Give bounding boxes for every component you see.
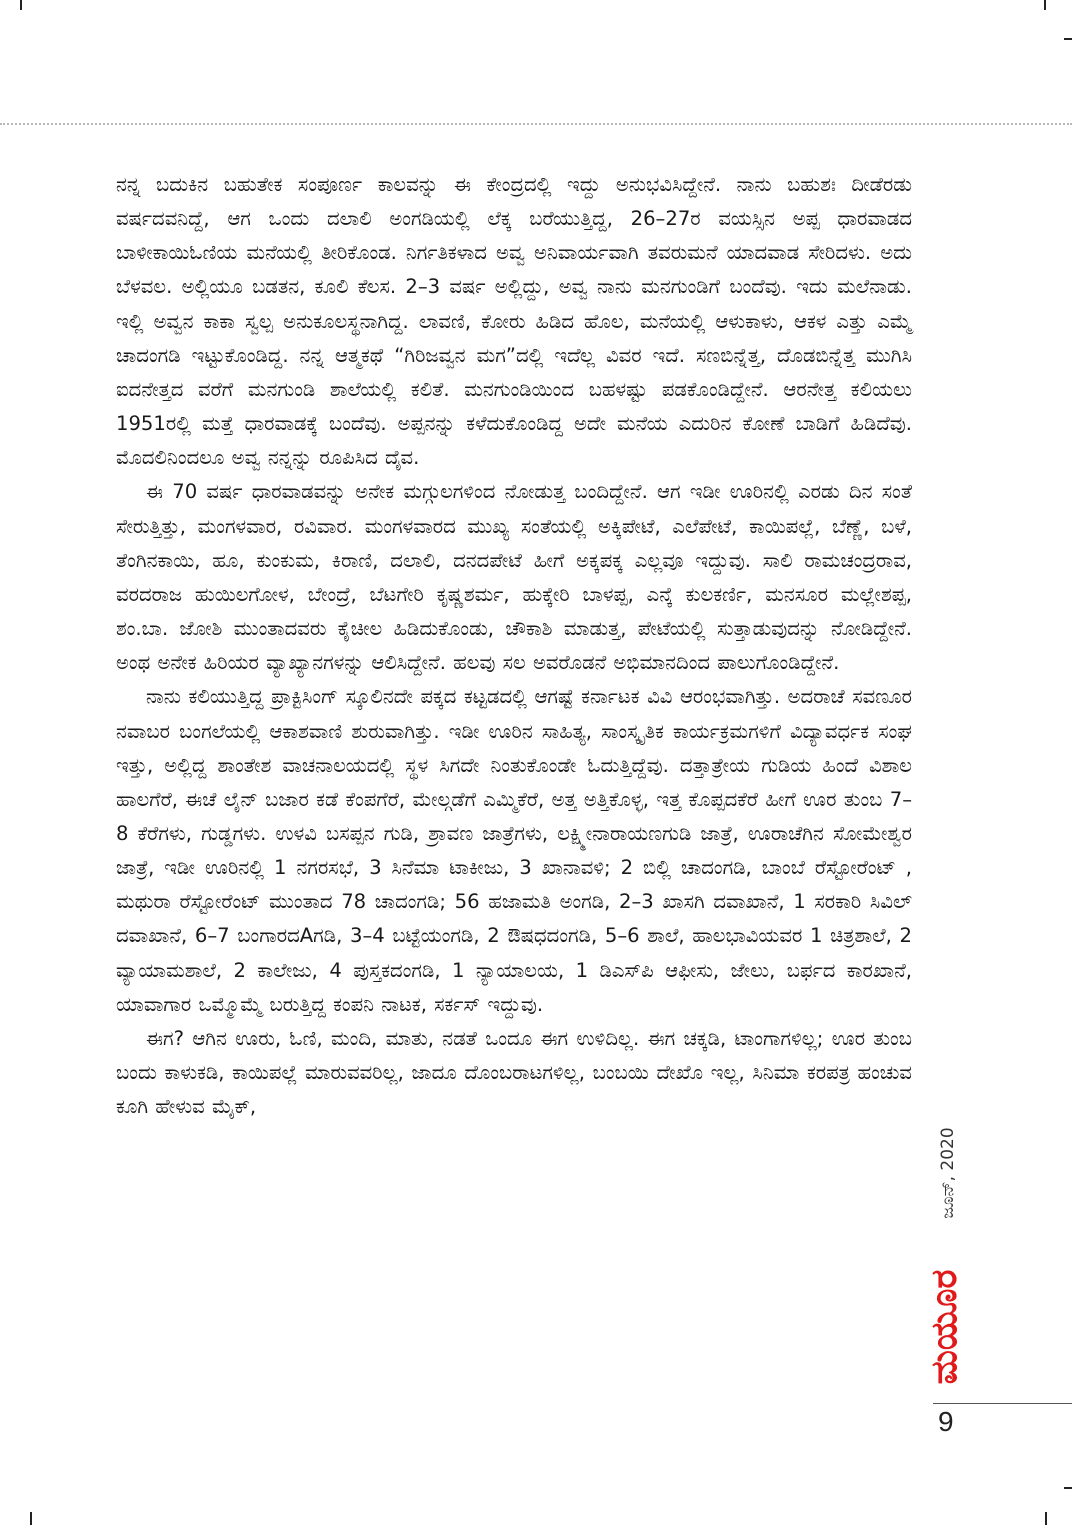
paragraph-2: ಈ 70 ವರ್ಷ ಧಾರವಾಡವನ್ನು ಅನೇಕ ಮಗ್ಗುಲಗಳಿಂದ ನೋಡುತ್ತ ಬಂದಿದ್ದೇನೆ. ಆಗ ಇಡೀ ಊರಿನಲ್ಲಿ ಎರಡು ದಿನ ಸಂತೆ ಸೇರುತ್ತಿತ್ತು, ಮಂಗಳವಾರ, ರವಿವಾರ. ಮಂಗಳವಾರದ ಮುಖ್ಯ ಸಂತೆಯಲ್ಲಿ ಅಕ್ಕಿಪೇಟೆ, ಎಲೆಪೇಟೆ, ಕಾಯಿಪಲ್ಲೆ, ಬೆಣ್ಣೆ, ಬಳೆ, ತೆಂಗಿನಕಾಯಿ, ಹೂ, ಕುಂಕುಮ, ಕಿರಾಣಿ, ದಲಾಲಿ, ದನದಪೇಟೆ ಹೀಗೆ ಅಕ್ಕಪಕ್ಕ ಎಲ್ಲವೂ ಇದ್ದುವು. ಸಾಲಿ ರಾಮಚಂದ್ರರಾವ, ವರದರಾಜ ಹುಯಿಲಗೋಳ, ಬೇಂದ್ರೆ, ಬೆಟಗೇರಿ ಕೃಷ್ಣಶರ್ಮ, ಹುಕ್ಕೇರಿ ಬಾಳಪ್ಪ, ಎನ್ಕೆ ಕುಲಕರ್ಣಿ, ಮನಸೂರ ಮಲ್ಲೇಶಪ್ಪ, ಶಂ.ಬಾ. ಜೋಶಿ ಮುಂತಾದವರು ಕೈಚೀಲ ಹಿಡಿದುಕೊಂಡು, ಚೌಕಾಶಿ ಮಾಡುತ್ತ, ಪೇಟೆಯಲ್ಲಿ ಸುತ್ತಾಡುವುದನ್ನು ನೋಡಿದ್ದೇನೆ. ಅಂಥ ಅನೇಕ ಹಿರಿಯರ ವ್ಯಾಖ್ಯಾನಗಳನ್ನು ಆಲಿಸಿದ್ದೇನೆ. ಹಲವು ಸಲ ಅವರೊಡನೆ ಅಭಿಮಾನದಿಂದ ಪಾಲುಗೊಂಡಿದ್ದೇನೆ. [116, 480, 912, 675]
crop-mark-right-bottom [1064, 1487, 1072, 1489]
paragraph-3: ನಾನು ಕಲಿಯುತ್ತಿದ್ದ ಪ್ರಾಕ್ಟಿಸಿಂಗ್ ಸ್ಕೂಲಿನದೇ ಪಕ್ಕದ ಕಟ್ಟಡದಲ್ಲಿ ಆಗಷ್ಟೆ ಕರ್ನಾಟಕ ವಿವಿ ಆರಂಭವಾಗಿತ್ತು. ಅದರಾಚೆ ಸವಣೂರ ನವಾಬರ ಬಂಗಲೆಯಲ್ಲಿ ಆಕಾಶವಾಣಿ ಶುರುವಾಗಿತ್ತು. ಇಡೀ ಊರಿನ ಸಾಹಿತ್ಯ, ಸಾಂಸ್ಕೃತಿಕ ಕಾರ್ಯಕ್ರಮಗಳಿಗೆ ವಿದ್ಯಾವರ್ಧಕ ಸಂಘ ಇತ್ತು, ಅಲ್ಲಿದ್ದ ಶಾಂತೇಶ ವಾಚನಾಲಯದಲ್ಲಿ ಸ್ಥಳ ಸಿಗದೇ ನಿಂತುಕೊಂಡೇ ಓದುತ್ತಿದ್ದೆವು. ದತ್ತಾತ್ರೇಯ ಗುಡಿಯ ಹಿಂದೆ ವಿಶಾಲ ಹಾಲಗೆರೆ, ಈಚೆ ಲೈನ್ ಬಜಾರ ಕಡೆ ಕೆಂಪಗೆರೆ, ಮೇಲ್ಗಡೆಗೆ ಎಮ್ಮಿಕೆರೆ, ಅತ್ತ ಅತ್ತಿಕೊಳ್ಳ, ಇತ್ತ ಕೊಪ್ಪದಕೆರೆ ಹೀಗೆ ಊರ ತುಂಬ 7–8 ಕೆರೆಗಳು, ಗುಡ್ಡಗಳು. ಉಳವಿ ಬಸಪ್ಪನ ಗುಡಿ, ಶ್ರಾವಣ ಜಾತ್ರೆಗಳು, ಲಕ್ಷ್ಮೀನಾರಾಯಣಗುಡಿ ಜಾತ್ರೆ, ಊರಾಚೆಗಿನ ಸೋಮೇಶ್ವರ ಜಾತ್ರೆ, ಇಡೀ ಊರಿನಲ್ಲಿ 1 ನಗರಸಭೆ, 3 ಸಿನೆಮಾ ಟಾಕೀಜು, 3 ಖಾನಾವಳಿ; 2 ಬಿಲ್ಲಿ ಚಾದಂಗಡಿ, ಬಾಂಬೆ ರೆಸ್ಟೋರೆಂಟ್ , ಮಥುರಾ ರೆಸ್ಟೋರೆಂಟ್ ಮುಂತಾದ 78 ಚಾದಂಗಡಿ; 56 ಹಜಾಮತಿ ಅಂಗಡಿ, 2–3 ಖಾಸಗಿ ದವಾಖಾನೆ, 1 ಸರಕಾರಿ ಸಿವಿಲ್ ದವಾಖಾನೆ, 6–7 ಬಂಗಾರದAಗಡಿ, 3–4 ಬಟ್ಟೆಯಂಗಡಿ, 2 ಔಷಧದಂಗಡಿ, 5–6 ಶಾಲೆ, ಹಾಲಭಾವಿಯವರ 1 ಚಿತ್ರಶಾಲೆ, 2 ವ್ಯಾಯಾಮಶಾಲೆ, 2 ಕಾಲೇಜು, 4 ಪುಸ್ತಕದಂಗಡಿ, 1 ನ್ಯಾಯಾಲಯ, 1 ಡಿಎಸ್‌ಪಿ ಆಫೀಸು, ಜೇಲು, ಬರ್ಫದ ಕಾರಖಾನೆ, ಯಾವಾಗಾರ ಒಮ್ಮೊಮ್ಮೆ ಬರುತ್ತಿದ್ದ ಕಂಪನಿ ನಾಟಕ, ಸರ್ಕಸ್ ಇದ್ದುವು. [116, 685, 912, 1016]
paragraph-4: ಈಗ? ಆಗಿನ ಊರು, ಓಣಿ, ಮಂದಿ, ಮಾತು, ನಡತೆ ಒಂದೂ ಈಗ ಉಳಿದಿಲ್ಲ. ಈಗ ಚಕ್ಕಡಿ, ಟಾಂಗಾಗಳಿಲ್ಲ; ಊರ ತುಂಬ ಬಂದು ಕಾಳುಕಡಿ, ಕಾಯಿಪಲ್ಲೆ ಮಾರುವವರಿಲ್ಲ, ಜಾದೂ ದೊಂಬರಾಟಗಳಿಲ್ಲ, ಬಂಬಯಿ ದೇಖೊ ಇಲ್ಲ, ಸಿನಿಮಾ ಕರಪತ್ರ ಹಂಚುವ ಕೂಗಿ ಹೇಳುವ ಮೈಕ್, [116, 1026, 912, 1119]
crop-mark-bottom-right [1045, 1512, 1047, 1525]
article-body [116, 168, 912, 1124]
page-number: 9 [938, 1406, 954, 1437]
page-number-rule [933, 1403, 1072, 1404]
header-dotted-divider [0, 123, 1072, 125]
paragraph-1: ನನ್ನ ಬದುಕಿನ ಬಹುತೇಕ ಸಂಪೂರ್ಣ ಕಾಲವನ್ನು ಈ ಕೇಂದ್ರದಲ್ಲಿ ಇದ್ದು ಅನುಭವಿಸಿದ್ದೇನೆ. ನಾನು ಬಹುಶಃ ದೀಡೆರಡು ವರ್ಷದವನಿದ್ದೆ, ಆಗ ಒಂದು ದಲಾಲಿ ಅಂಗಡಿಯಲ್ಲಿ ಲೆಕ್ಕ ಬರೆಯುತ್ತಿದ್ದ, 26–27ರ ವಯಸ್ಸಿನ ಅಪ್ಪ ಧಾರವಾಡದ ಬಾಳೀಕಾಯಿಓಣಿಯ ಮನೆಯಲ್ಲಿ ತೀರಿಕೊಂಡ. ನಿರ್ಗತಿಕಳಾದ ಅವ್ವ ಅನಿವಾರ್ಯವಾಗಿ ತವರುಮನೆ ಯಾದವಾಡ ಸೇರಿದಳು. ಅದು ಬೆಳವಲ. ಅಲ್ಲಿಯೂ ಬಡತನ, ಕೂಲಿ ಕೆಲಸ. 2–3 ವರ್ಷ ಅಲ್ಲಿದ್ದು, ಅವ್ವ ನಾನು ಮನಗುಂಡಿಗೆ ಬಂದೆವು. ಇದು ಮಲೆನಾಡು. ಇಲ್ಲಿ ಅವ್ವನ ಕಾಕಾ ಸ್ವಲ್ಪ ಅನುಕೂಲಸ್ಥನಾಗಿದ್ದ. ಲಾವಣಿ, ಕೋರು ಹಿಡಿದ ಹೊಲ, ಮನೆಯಲ್ಲಿ ಆಳುಕಾಳು, ಆಕಳ ಎತ್ತು ಎಮ್ಮೆ ಚಾದಂಗಡಿ ಇಟ್ಟುಕೊಂಡಿದ್ದ. ನನ್ನ ಆತ್ಮಕಥೆ “ಗಿರಿಜವ್ವನ ಮಗ”ದಲ್ಲಿ ಇದೆಲ್ಲ ವಿವರ ಇದೆ. ಸಣಬಿನ್ನೆತ್ತ, ದೊಡಬಿನ್ನೆತ್ತ ಮುಗಿಸಿ ಐದನೇತ್ತದ ವರೆಗೆ ಮನಗುಂಡಿ ಶಾಲೆಯಲ್ಲಿ ಕಲಿತೆ. ಮನಗುಂಡಿಯಿಂದ ಬಹಳಷ್ಟು ಪಡಕೊಂಡಿದ್ದೇನೆ. ಆರನೇತ್ತ ಕಲಿಯಲು 1951ರಲ್ಲಿ ಮತ್ತೆ ಧಾರವಾಡಕ್ಕೆ ಬಂದೆವು. ಅಪ್ಪನನ್ನು ಕಳೆದುಕೊಂಡಿದ್ದ ಅದೇ ಮನೆಯ ಎದುರಿನ ಕೋಣೆ ಬಾಡಿಗೆ ಹಿಡಿದೆವು. ಮೊದಲಿನಿಂದಲೂ ಅವ್ವ ನನ್ನನ್ನು ರೂಪಿಸಿದ ದೈವ. [116, 173, 912, 470]
crop-mark-top-right [1044, 0, 1046, 10]
crop-mark-bottom-left [30, 1512, 32, 1525]
crop-mark-top-left [20, 0, 22, 10]
issue-date: ಜೂನ್, 2020 [938, 1127, 958, 1219]
crop-mark-right-top [1064, 38, 1072, 40]
magazine-logo: ಮಯೂರ [924, 1269, 965, 1385]
